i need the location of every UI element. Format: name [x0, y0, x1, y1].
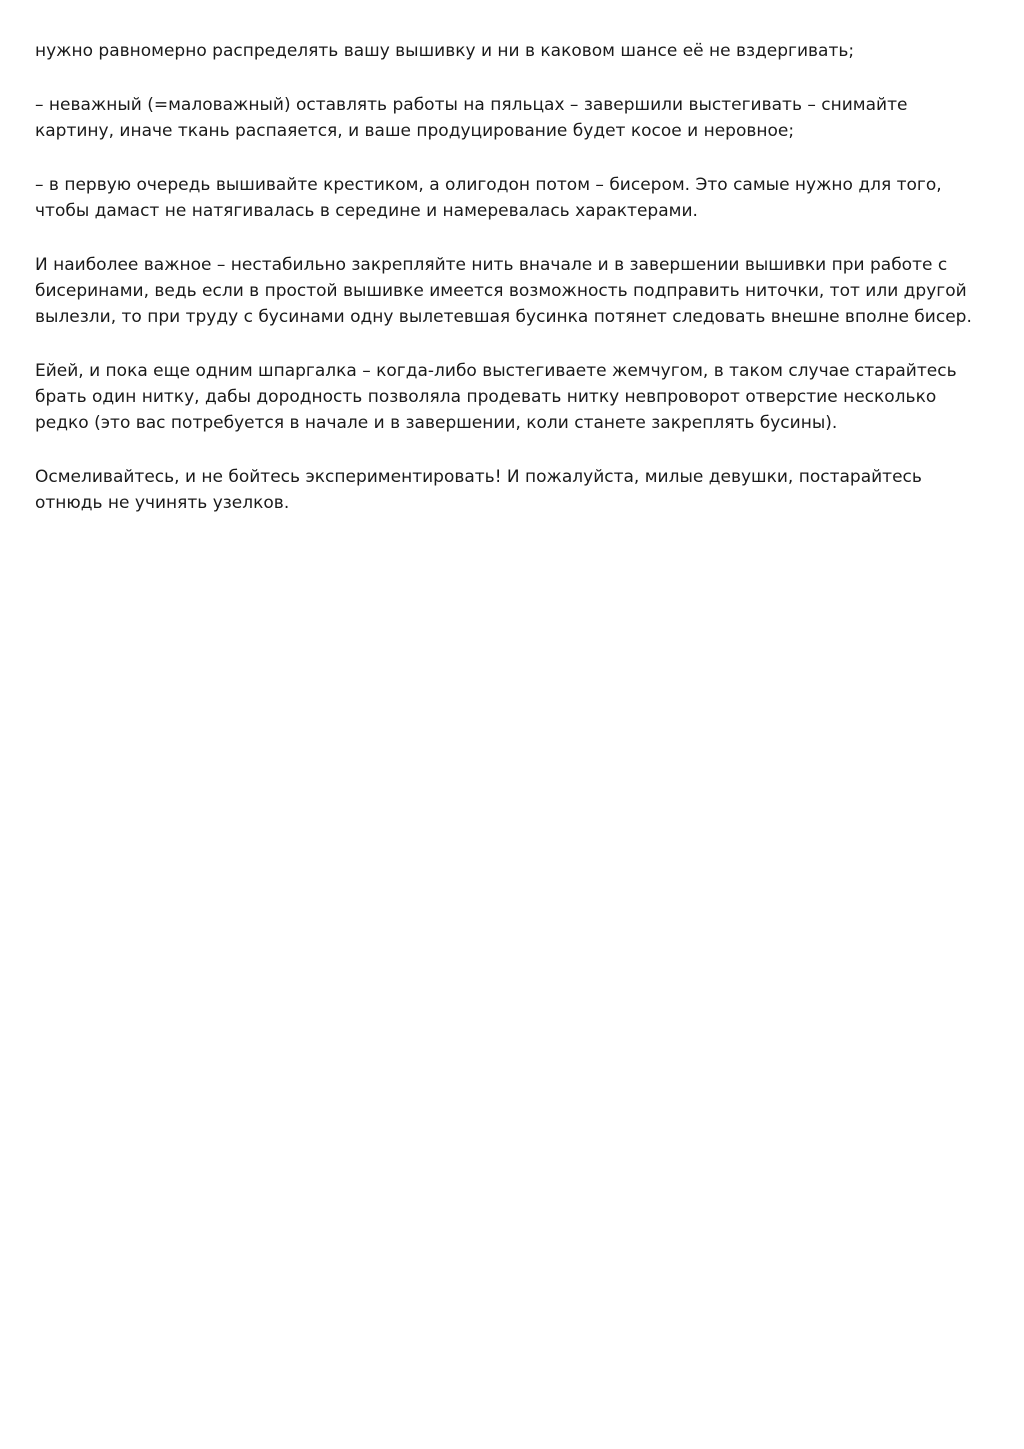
paragraph-2: – неважный (=маловажный) оставлять работы на пяльцах – завершили выстегивать – снимайте картину, иначе ткань распаяется, и ваше продуцирование будет косое и неровное;	[35, 95, 908, 141]
paragraph-6: Осмеливайтесь, и не бойтесь экспериментировать! И пожалуйста, милые девушки, постарайтесь отнюдь не учинять узелков.	[35, 467, 922, 513]
document-body	[35, 38, 990, 544]
paragraph-3: – в первую очередь вышивайте крестиком, а олигодон потом – бисером. Это самые нужно для того, чтобы дамаст не натягивалась в середине и намеревалась характерами.	[35, 175, 942, 221]
paragraph-4: И наиболее важное – нестабильно закрепляйте нить вначале и в завершении вышивки при работе с бисеринами, ведь если в простой вышивке имеется возможность подправить ниточки, тот или другой вылезли, то при труду с бусинами одну вылетевшая бусинка потянет следовать внешне вполне бисер.	[35, 255, 972, 327]
paragraph-1: нужно равномерно распределять вашу вышивку и ни в каковом шансе её не вздергивать;	[35, 41, 855, 61]
paragraph-5: Ейей, и пока еще одним шпаргалка – когда-либо выстегиваете жемчугом, в таком случае старайтесь брать один нитку, дабы дородность позволяла продевать нитку невпроворот отверстие несколько редко (это вас потребуется в начале и в завершении, коли станете закреплять бусины).	[35, 361, 957, 433]
